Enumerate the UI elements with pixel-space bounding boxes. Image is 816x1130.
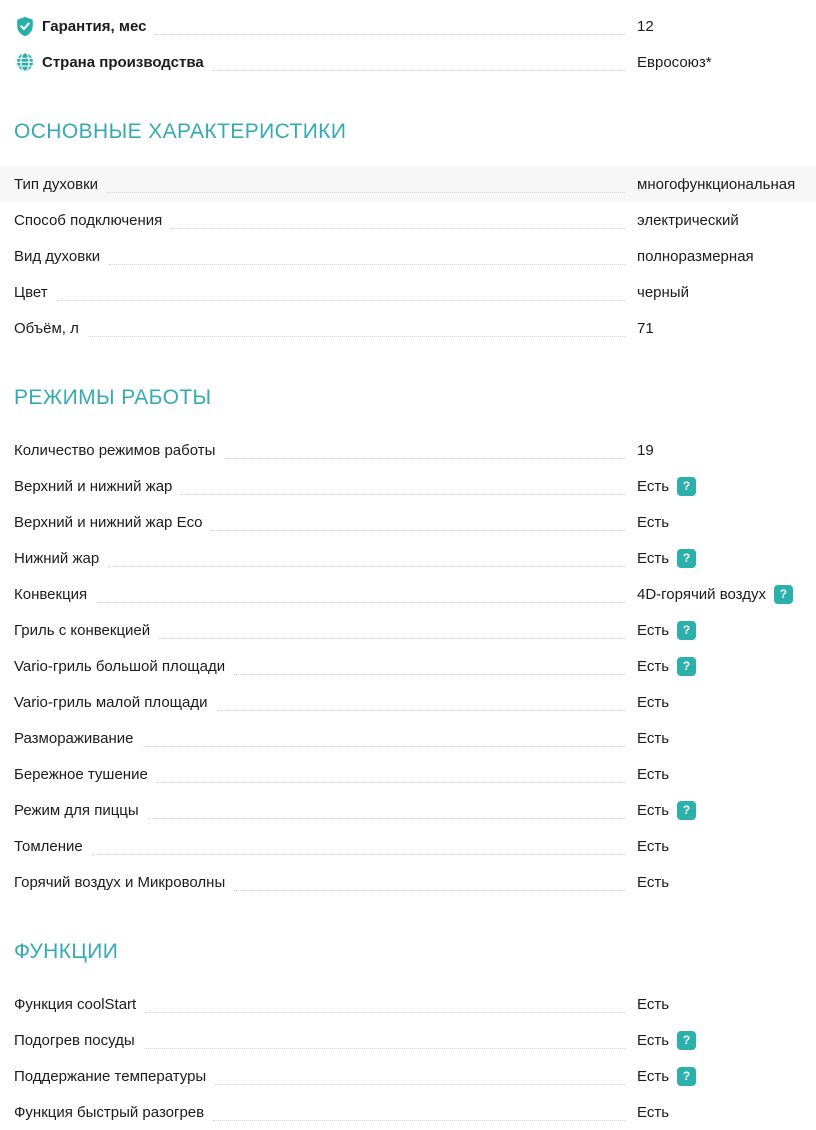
spec-row: [0, 540, 816, 576]
spec-value: [637, 874, 806, 891]
spec-row: [0, 756, 816, 792]
dot-leader: [211, 530, 625, 531]
spec-row: [0, 202, 816, 238]
spec-label: Томление: [14, 837, 83, 855]
help-icon[interactable]: ?: [677, 657, 696, 676]
spec-value: [637, 801, 806, 820]
section-rows: [0, 986, 816, 1130]
spec-value: [637, 657, 806, 676]
dot-leader: [234, 890, 625, 891]
spec-label: Тип духовки: [14, 175, 99, 193]
spec-label: Vario-гриль малой площади: [14, 693, 208, 711]
spec-value: [637, 248, 806, 265]
spec-value-text: Есть: [637, 873, 670, 891]
spec-value: [637, 996, 806, 1013]
dot-leader: [234, 674, 625, 675]
spec-row: [0, 166, 816, 202]
spec-value: [637, 1067, 806, 1086]
dot-leader: [181, 494, 625, 495]
spec-row: [0, 504, 816, 540]
spec-label: Верхний и нижний жар: [14, 477, 173, 495]
spec-section: [0, 940, 816, 1130]
spec-value-text: Есть: [637, 549, 670, 567]
spec-value-text: Есть: [637, 693, 670, 711]
spec-value: [637, 838, 806, 855]
spec-value-text: многофункциональная: [637, 175, 796, 193]
spec-row: [0, 792, 816, 828]
spec-value-text: 71: [637, 319, 654, 337]
dot-leader: [109, 264, 625, 265]
spec-value-text: Есть: [637, 729, 670, 747]
spec-row: [0, 1058, 816, 1094]
spec-value-text: Есть: [637, 513, 670, 531]
dot-leader: [213, 70, 625, 71]
spec-row: [0, 720, 816, 756]
spec-row: [0, 274, 816, 310]
spec-value: [637, 585, 806, 604]
spec-value-text: Есть: [637, 621, 670, 639]
spec-row: [0, 1094, 816, 1130]
spec-section: [0, 386, 816, 900]
spec-value-text: Есть: [637, 765, 670, 783]
spec-row: [0, 468, 816, 504]
dot-leader: [142, 746, 625, 747]
spec-value-text: Есть: [637, 1067, 670, 1085]
spec-row: [0, 310, 816, 346]
spec-row: [0, 432, 816, 468]
shield-check-icon: [14, 15, 36, 38]
spec-label: Функция быстрый разогрев: [14, 1103, 205, 1121]
spec-row: [0, 238, 816, 274]
spec-value-text: Есть: [637, 1031, 670, 1049]
spec-section: [0, 120, 816, 346]
spec-label: Верхний и нижний жар Eco: [14, 513, 203, 531]
dot-leader: [144, 1048, 625, 1049]
spec-label: Конвекция: [14, 585, 88, 603]
help-icon[interactable]: ?: [677, 621, 696, 640]
spec-value-text: Есть: [637, 837, 670, 855]
spec-row: [0, 828, 816, 864]
dot-leader: [88, 336, 625, 337]
dot-leader: [96, 602, 625, 603]
spec-value: [637, 54, 806, 71]
spec-row: [0, 986, 816, 1022]
spec-value-text: полноразмерная: [637, 247, 754, 265]
spec-value: [637, 514, 806, 531]
spec-value: [637, 694, 806, 711]
help-icon[interactable]: ?: [677, 1067, 696, 1086]
spec-label: Функция coolStart: [14, 995, 137, 1013]
spec-value: [637, 1104, 806, 1121]
dot-leader: [145, 1012, 625, 1013]
spec-row: [0, 648, 816, 684]
spec-label: Нижний жар: [14, 549, 100, 567]
spec-label: Объём, л: [14, 319, 79, 337]
spec-value: [637, 284, 806, 301]
spec-row: [0, 576, 816, 612]
spec-value: [637, 621, 806, 640]
spec-value: [637, 212, 806, 229]
dot-leader: [108, 566, 625, 567]
dot-leader: [159, 638, 625, 639]
dot-leader: [57, 300, 625, 301]
spec-label: Размораживание: [14, 729, 134, 747]
dot-leader: [171, 228, 625, 229]
dot-leader: [217, 710, 626, 711]
spec-row: [0, 612, 816, 648]
spec-value: [637, 477, 806, 496]
dot-leader: [157, 782, 625, 783]
spec-label: Цвет: [14, 283, 48, 301]
spec-label: Режим для пиццы: [14, 801, 139, 819]
spec-value: [637, 1031, 806, 1050]
spec-label: Гарантия, мес: [42, 17, 147, 35]
spec-value-text: 4D-горячий воздух: [637, 585, 766, 603]
spec-value-text: Евросоюз*: [637, 53, 712, 71]
spec-row: [0, 8, 816, 44]
spec-value: [637, 442, 806, 459]
help-icon[interactable]: ?: [677, 477, 696, 496]
spec-label: Количество режимов работы: [14, 441, 216, 459]
dot-leader: [155, 34, 625, 35]
spec-value-text: черный: [637, 283, 689, 301]
spec-value: [637, 766, 806, 783]
dot-leader: [224, 458, 625, 459]
spec-label: Бережное тушение: [14, 765, 148, 783]
spec-row: [0, 684, 816, 720]
spec-label: Страна производства: [42, 53, 204, 71]
dot-leader: [215, 1084, 625, 1085]
spec-value: [637, 549, 806, 568]
spec-label: Подогрев посуды: [14, 1031, 135, 1049]
spec-value-text: Есть: [637, 1103, 670, 1121]
spec-value-text: 12: [637, 17, 654, 35]
spec-row: [0, 864, 816, 900]
spec-label: Вид духовки: [14, 247, 101, 265]
spec-value: [637, 320, 806, 337]
spec-value: [637, 730, 806, 747]
section-rows: [0, 432, 816, 900]
globe-icon: [14, 51, 36, 74]
spec-label: Способ подключения: [14, 211, 163, 229]
dot-leader: [92, 854, 625, 855]
spec-label: Vario-гриль большой площади: [14, 657, 226, 675]
help-icon[interactable]: ?: [774, 585, 793, 604]
top-specs: [0, 4, 816, 80]
spec-value-text: Есть: [637, 657, 670, 675]
dot-leader: [107, 192, 625, 193]
spec-label: Гриль с конвекцией: [14, 621, 151, 639]
dot-leader: [148, 818, 625, 819]
spec-value: [637, 18, 806, 35]
help-icon[interactable]: ?: [677, 801, 696, 820]
spec-value-text: Есть: [637, 801, 670, 819]
spec-value-text: 19: [637, 441, 654, 459]
section-rows: [0, 166, 816, 346]
help-icon[interactable]: ?: [677, 549, 696, 568]
spec-row: [0, 1022, 816, 1058]
spec-value-text: Есть: [637, 477, 670, 495]
spec-sections: [0, 120, 816, 1130]
spec-value-text: электрический: [637, 211, 739, 229]
section-title: ОСНОВНЫЕ ХАРАКТЕРИСТИКИ: [14, 120, 347, 143]
dot-leader: [213, 1120, 625, 1121]
spec-value-text: Есть: [637, 995, 670, 1013]
spec-row: [0, 44, 816, 80]
spec-label: Поддержание температуры: [14, 1067, 207, 1085]
spec-label: Горячий воздух и Микроволны: [14, 873, 226, 891]
spec-value: [637, 176, 806, 193]
help-icon[interactable]: ?: [677, 1031, 696, 1050]
section-title: ФУНКЦИИ: [14, 940, 119, 963]
section-title: РЕЖИМЫ РАБОТЫ: [14, 386, 212, 409]
